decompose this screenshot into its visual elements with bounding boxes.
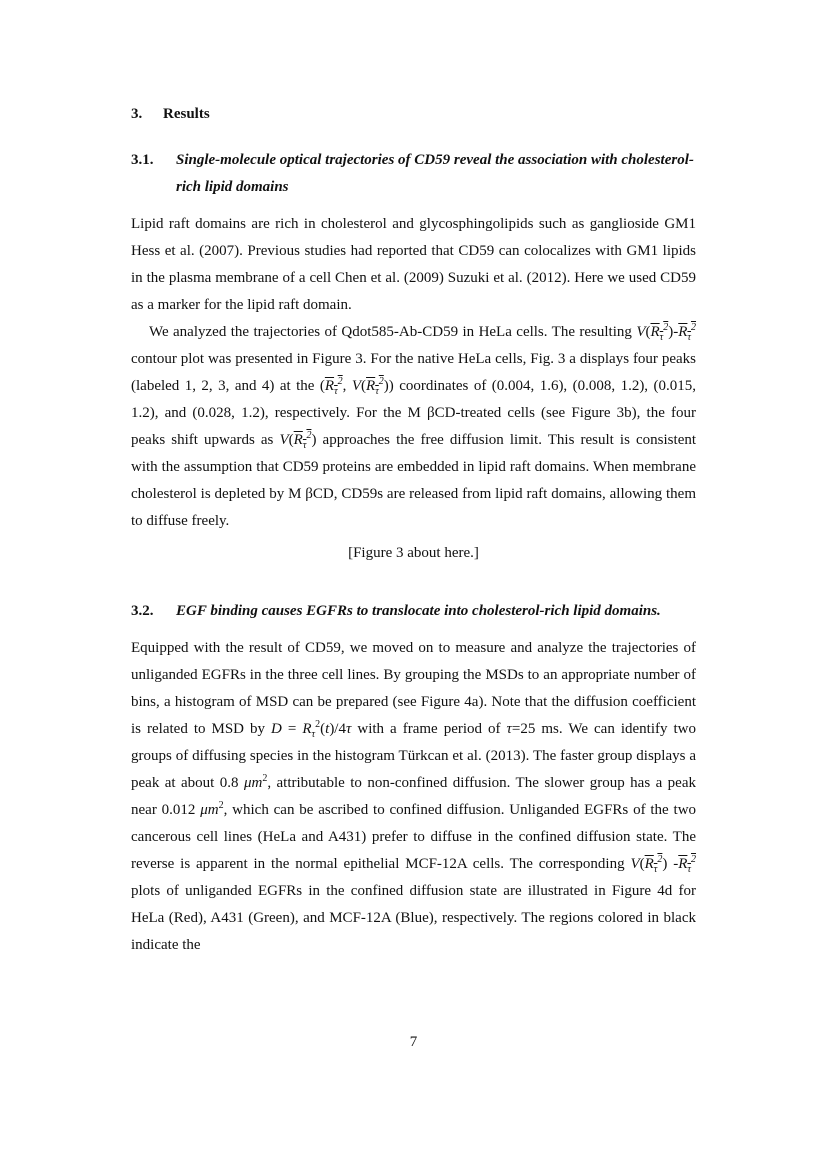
math-diffusion-formula: D xyxy=(271,721,282,737)
section-title: Results xyxy=(163,106,210,122)
para2-text-4: approaches the free diffusion limit. This result is consistent with the assumption that CD59 proteins are embedded in lipid raft domains. When membrane cholesterol is depleted by M βCD, CD59s are released from lipid raft domains, allowing them to diffuse freely. xyxy=(131,432,697,529)
page-number: 7 xyxy=(409,1034,418,1050)
para3-text-2: with a frame period of xyxy=(357,721,501,737)
math-v-r-minus-r: V xyxy=(636,324,646,340)
math-v-r: V xyxy=(279,432,289,448)
page-content xyxy=(131,106,696,959)
subsection-heading-2 xyxy=(131,598,696,625)
paragraph-2: We analyzed the trajectories of Qdot585-Ab-CD59 in HeLa cells. The resulting $V(R_\tau^2)-R_\tau^2$ contour plot was presented in Figure 3. For the native HeLa cells, Fig. 3 a displays four peaks (labeled 1, 2, 3, and 4) at the ($R_\tau^2$, $V(R_\tau^2)$) coordinates of (0.004, 1.6), (0.008, 1.2), (0.015, 1.2), and (0.028, 1.2), respectively. For the M βCD-treated cells (see Figure 3b), the four peaks shift upwards as $V(R_\tau^2)$ approaches the free diffusion limit. This result is consistent with the assumption that CD59 proteins are embedded in lipid raft domains. When membrane cholesterol is depleted by M βCD, CD59s are released from lipid raft domains, allowing them to diffuse freely. xyxy=(131,322,697,529)
subsection-number-2: 3.2. xyxy=(131,603,154,619)
paragraph-3: Equipped with the result of CD59, we moved on to measure and analyze the trajectories of unliganded EGFRs in the three cell lines. By grouping the MSDs to an appropriate number of bins, a histogram of MSD can be prepared (see Figure 4a). Note that the diffusion coefficient is related to MSD by $D = R_\tau^2(t)/4\tau$ with a frame period of τ=25 ms. We can identify two groups of diffusing species in the histogram Türkcan et al. (2013). The faster group displays a peak at about 0.8 $\mu m^2$, attributable to non-confined diffusion. The slower group has a peak near 0.012 $\mu m^2$, which can be ascribed to confined diffusion. Unliganded EGFRs of the two cancerous cell lines (HeLa and A431) prefer to diffuse in the confined diffusion state. The reverse is apparent in the normal epithelial MCF-12A cells. The corresponding $V(R_\tau^2)$ $-R_\tau^2$ plots of unliganded EGFRs in the confined diffusion state are illustrated in Figure 4d for HeLa (Red), A431 (Green), and MCF-12A (Blue), respectively. The regions colored in black indicate the xyxy=(131,640,697,953)
math-unit-um2-b: μm xyxy=(200,802,219,818)
para3-text-5: , which can be ascribed to confined diffusion. Unliganded EGFRs of the two cancerous cell lines (HeLa and A431) prefer to diffuse in the confined diffusion state. The reverse is apparent in the normal epithelial MCF-12A cells. The corresponding xyxy=(131,802,697,872)
para2-text-1: We analyzed the trajectories of Qdot585-Ab-CD59 in HeLa cells. The resulting xyxy=(149,324,632,340)
subsection-heading-1 xyxy=(131,147,696,201)
subsection-title-2: EGF binding causes EGFRs to translocate into cholesterol-rich lipid domains. xyxy=(176,603,661,619)
subsection-number-1: 3.1. xyxy=(131,152,154,168)
math-v-r-minus-r-b: V xyxy=(630,856,640,872)
para3-text-4: , attributable to non-confined diffusion. The slower group has a peak near 0.012 xyxy=(131,775,696,818)
math-unit-um2: μm xyxy=(243,775,263,791)
section-heading xyxy=(131,106,696,123)
para3-text-1: Equipped with the result of CD59, we moved on to measure and analyze the trajectories of unliganded EGFRs in the three cell lines. By grouping the MSDs to an appropriate number of bins, a histogram of MSD can be prepared (see Figure 4a). Note that the diffusion coefficient is related to MSD by xyxy=(131,640,696,737)
para3-text-3: =25 ms. We can identify two groups of diffusing species in the histogram Türkcan et al. (2013). The faster group displays a peak at about 0.8 xyxy=(131,721,696,791)
para3-text-6: plots of unliganded EGFRs in the confined diffusion state are illustrated in Figure 4d for HeLa (Red), A431 (Green), and MCF-12A (Blue), respectively. The regions colored in black indicate the xyxy=(131,883,696,953)
para2-text-3: coordinates of (0.004, 1.6), (0.008, 1.2), (0.015, 1.2), and (0.028, 1.2), respectively. For the M βCD-treated cells (see Figure 3b), the four peaks shift upwards as xyxy=(131,378,696,448)
math-tau: τ xyxy=(506,721,512,737)
math-coordinates: $R_\tau^2$ xyxy=(324,376,343,397)
para2-text-2: contour plot was presented in Figure 3. For the native HeLa cells, Fig. 3 a displays four peaks (labeled 1, 2, 3, and 4) at the xyxy=(131,351,696,394)
section-number: 3. xyxy=(131,106,143,122)
figure-placeholder: [Figure 3 about here.] xyxy=(348,545,479,561)
paragraph-1: Lipid raft domains are rich in cholesterol and glycosphingolipids such as ganglioside GM1 Hess et al. (2007). Previous studies had reported that CD59 can colocalizes with GM1 lipids in the plasma membrane of a cell Chen et al. (2009) Suzuki et al. (2012). Here we used CD59 as a marker for the lipid raft domain. xyxy=(131,216,696,313)
subsection-title-1: Single-molecule optical trajectories of CD59 reveal the association with cholesterol-rich lipid domains xyxy=(176,152,694,195)
